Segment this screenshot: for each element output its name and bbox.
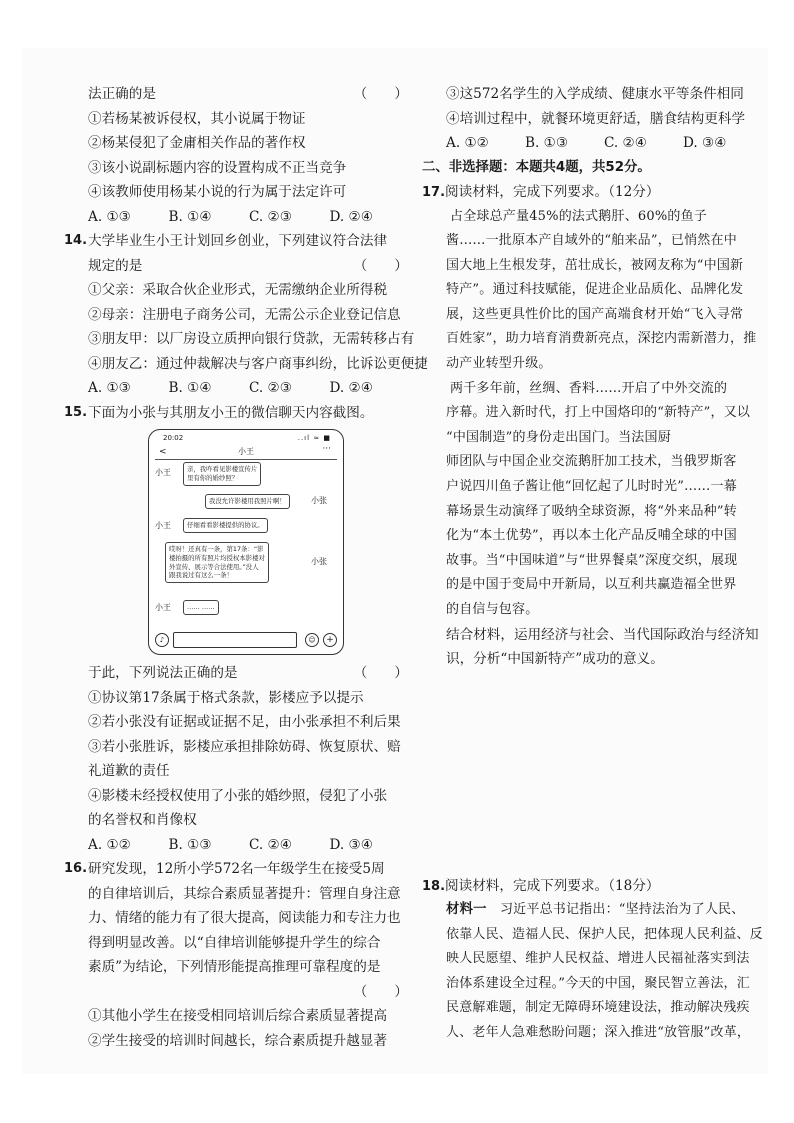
q16-option-c[interactable]: C. ②④ <box>604 135 647 151</box>
q14-stem-text-2: 规定的是 <box>88 257 143 274</box>
q18-material-line-1 <box>422 898 762 923</box>
q16-option-b[interactable]: B. ①③ <box>525 135 569 151</box>
q14-item-3: ③朋友甲：以厂房设立质押向银行贷款，无需转移占有 <box>88 331 415 347</box>
q17-para1-line-5: 展，这些更具性价比的国产高端食材开始“飞入寻常 <box>446 306 744 322</box>
speaker-wang-3: 小王 <box>155 603 171 612</box>
q15-number: 15. <box>64 404 88 420</box>
q15-option-c[interactable]: C. ②④ <box>249 836 292 853</box>
q15-item-4-cont: 的名誉权和肖像权 <box>88 812 197 828</box>
q13-item-1: ①若杨某被诉侵权，其小说属于物证 <box>88 110 306 127</box>
chat-bubble-4-line-3: 外宣传、展示等合法使用。”没人 <box>169 562 259 571</box>
q18-material-line-4: 治体系建设全过程。”今天的中国，聚民智立善法，汇 <box>446 975 750 991</box>
q16-paren-line <box>88 980 410 1005</box>
q16-stem-line-2: 的自律培训后，其综合素质显著提升：管理自身注意 <box>88 885 401 902</box>
q16-option-a[interactable]: A. ①② <box>446 135 489 151</box>
q17-para1-line-4: 特产”。通过科技赋能，促进企业品质化、品牌化发 <box>446 282 744 298</box>
q15-item-3: ③若小张胜诉，影楼应承担排除妨碍、恢复原状、赔 <box>88 738 401 755</box>
q14-stem-text-1: 大学毕业生小王计划回乡创业，下列建议符合法律 <box>88 233 388 249</box>
q17-para2-line-7: 化为“本土优势”，再以本土化产品反哺全球的中国 <box>446 528 737 544</box>
q13-option-c[interactable]: C. ②③ <box>249 208 292 225</box>
q17-number: 17. <box>422 185 446 200</box>
q17-para1-line-6: 百姓家”，助力培育消费新亮点，深挖内需新潜力，推 <box>446 331 757 347</box>
q17-para1-line-3: 国大地上生根发芽，茁壮成长，被网友称为“中国新 <box>446 257 744 273</box>
back-icon: < <box>159 447 167 457</box>
q14-item-1: ①父亲：采取合伙企业形式，无需缴纳企业所得税 <box>88 282 388 298</box>
q14-options <box>88 376 410 401</box>
emoji-icon[interactable]: ☺ <box>305 633 319 647</box>
chat-bubble-4-line-4: 跟我说过有这么一条！ <box>169 571 233 580</box>
q17-para1-line-7: 动产业转型升级。 <box>446 356 552 372</box>
q13-option-d[interactable]: D. ②④ <box>329 208 373 225</box>
q17-para2-line-10: 的自信与包容。 <box>446 602 539 617</box>
more-icon: ··· <box>322 444 331 454</box>
q16-options <box>422 131 762 156</box>
section-2-heading: 二、非选择题：本题共4题，共52分。 <box>422 159 651 175</box>
q15-stem-tail <box>88 661 410 686</box>
q15-option-a[interactable]: A. ①② <box>88 836 131 853</box>
q18-material-label: 材料一 <box>446 902 487 918</box>
q16-item-2: ②学生接受的培训时间越长，综合素质提升越显著 <box>88 1032 388 1049</box>
q16-stem-line-1 <box>64 857 410 882</box>
q16-stem-text-1: 研究发现，12所小学572名一年级学生在接受5周 <box>88 861 385 877</box>
q16-stem-line-5: 素质”为结论，下列情形能提高推理可靠程度的是 <box>88 959 381 975</box>
signal-battery-icon: ..ıl ≈ ■ <box>297 434 331 442</box>
q17-para2-line-3: “中国制造”的身份走出国门。当法国厨 <box>446 429 671 445</box>
q17-para2-line-9: 的是中国于变局中开新局，以互利共赢造福全世界 <box>446 577 737 593</box>
chat-bubble-4 <box>165 542 269 583</box>
speaker-wang-2: 小王 <box>155 521 171 530</box>
chat-header-divider <box>155 459 337 460</box>
chat-input-field[interactable] <box>173 632 297 648</box>
q14-paren: （ ） <box>353 257 408 274</box>
q18-number: 18. <box>422 878 446 894</box>
q16-number: 16. <box>64 861 88 876</box>
chat-bubble-1-line-1: 亲，我咋看见影楼宣传片 <box>187 465 258 473</box>
q14-option-c[interactable]: C. ②③ <box>249 380 292 396</box>
q15-item-3-cont: 礼道歉的责任 <box>88 763 170 779</box>
q14-number: 14. <box>64 233 88 248</box>
q14-option-d[interactable]: D. ②④ <box>329 380 373 396</box>
q15-stem-text: 下面为小张与其朋友小王的微信聊天内容截图。 <box>88 404 374 421</box>
q13-option-a[interactable]: A. ①③ <box>88 208 131 225</box>
q15-item-1: ①协议第17条属于格式条款，影楼应予以提示 <box>88 689 364 706</box>
chat-bubble-1-line-2: 里有你的婚纱照？ <box>187 473 239 482</box>
q15-options <box>88 833 410 858</box>
q16-stem-line-4: 得到明显改善。以“自律培训能够提升学生的综合 <box>88 934 381 951</box>
q14-item-2: ②母亲：注册电子商务公司，无需公示企业登记信息 <box>88 306 401 323</box>
right-column <box>422 82 762 1046</box>
chat-bubble-2: 我没允许影楼用我照片啊！ <box>205 494 290 509</box>
q18-title-text: 阅读材料，完成下列要求。（18分） <box>445 877 660 894</box>
chat-bubble-4-line-2: 楼拍摄的所有照片均授权本影楼对 <box>169 553 265 562</box>
wechat-screenshot <box>148 429 344 655</box>
plus-icon[interactable]: + <box>323 633 337 647</box>
q17-para2-line-6: 幕场景生动演绎了吸纳全球资源，将“外来品种”转 <box>446 503 737 519</box>
q14-option-a[interactable]: A. ①③ <box>88 380 131 396</box>
q17-requirement-line-1: 结合材料，运用经济与社会、当代国际政治与经济知 <box>446 626 759 643</box>
q17-para2-line-8: 故事。当“中国味道”与“世界餐桌”深度交织，展现 <box>446 552 738 568</box>
q17-title <box>422 180 762 205</box>
q13-item-3: ③该小说副标题内容的设置构成不正当竞争 <box>88 159 347 176</box>
q17-para2-line-4: 师团队与中国企业交流鹅肝加工技术，当俄罗斯客 <box>446 454 737 470</box>
q15-item-4: ④影楼未经授权使用了小张的婚纱照，侵犯了小张 <box>88 787 388 804</box>
q14-option-b[interactable]: B. ①④ <box>168 380 212 396</box>
q15-option-b[interactable]: B. ①③ <box>168 836 212 853</box>
q15-paren: （ ） <box>353 665 408 681</box>
q16-option-d[interactable]: D. ③④ <box>683 135 727 151</box>
speaker-wang-1: 小王 <box>155 468 171 477</box>
q15-stem <box>64 401 410 426</box>
q18-material-text-1: 习近平总书记指出：“坚持法治为了人民、 <box>499 902 745 918</box>
q15-option-d[interactable]: D. ③④ <box>329 836 373 853</box>
q13-option-b[interactable]: B. ①④ <box>168 208 212 225</box>
chat-bubble-5: …… …… <box>183 600 219 615</box>
q18-material-line-2: 依靠人民、造福人民、保护人民，把体现人民利益、反 <box>446 926 763 942</box>
q16-item-4: ④培训过程中，就餐环境更舒适，膳食结构更科学 <box>446 110 746 127</box>
q18-material-line-6: 人、老年人急难愁盼问题；深入推进“放管服”改革， <box>446 1025 751 1041</box>
q17-requirement-line-2: 识，分析“中国新特产”成功的意义。 <box>446 651 664 668</box>
chat-bubble-4-line-1: 哎呀！还真有一条，第17条：“影 <box>169 545 264 553</box>
q15-stem-tail-text: 于此，下列说法正确的是 <box>88 665 238 681</box>
q17-para1-line-2: 酱……一批原本产自域外的“舶来品”，已悄然在中 <box>446 233 737 249</box>
q18-title <box>422 874 762 899</box>
answer-space <box>422 672 762 874</box>
q13-stem-text: 法正确的是 <box>88 86 156 102</box>
q18-material-line-3: 映人民愿望、维护人民权益、增进人民福祉落实到法 <box>446 951 750 967</box>
chat-title: 小王 <box>238 447 254 456</box>
speaker-zhang-1: 小张 <box>311 496 327 505</box>
q17-para2-line-5: 户说四川鱼子酱让他“回忆起了儿时时光”……一幕 <box>446 479 737 495</box>
q13-options <box>88 205 410 230</box>
q13-item-4: ④该教师使用杨某小说的行为属于法定许可 <box>88 184 347 200</box>
voice-icon[interactable]: ♪ <box>155 633 169 647</box>
q17-title-text: 阅读材料，完成下列要求。（12分） <box>445 184 660 200</box>
q14-stem-line-2 <box>88 254 410 279</box>
q16-paren: （ ） <box>353 983 408 1000</box>
q16-stem-line-3: 力、情绪的能力有了很大提高，阅读能力和专注力也 <box>88 910 401 926</box>
q13-stem <box>88 82 410 107</box>
left-column <box>64 82 428 1053</box>
q16-item-3: ③这572名学生的入学成绩、健康水平等条件相同 <box>446 86 744 102</box>
chat-bubble-1 <box>183 462 261 486</box>
q17-para2-line-1: 两千多年前，丝绸、香料……开启了中外交流的 <box>450 380 728 396</box>
q18-material-line-5: 民意解难题，制定无障碍环境建设法，推动解决残疾 <box>446 1000 750 1016</box>
q16-item-1: ①其他小学生在接受相同培训后综合素质显著提高 <box>88 1008 388 1024</box>
q14-item-4: ④朋友乙：通过仲裁解决与客户商事纠纷，比诉讼更便捷 <box>88 355 428 372</box>
q13-item-2: ②杨某侵犯了金庸相关作品的著作权 <box>88 135 306 151</box>
speaker-zhang-2: 小张 <box>311 557 327 566</box>
q13-paren: （ ） <box>353 86 408 102</box>
chat-input-bar <box>155 632 337 648</box>
q17-para2-line-2: 序幕。进入新时代，打上中国烙印的“新特产”，又以 <box>446 405 751 421</box>
phone-time: 20:02 <box>163 434 184 442</box>
q14-stem-line-1 <box>64 229 410 254</box>
q15-item-2: ②若小张没有证据或证据不足，由小张承担不利后果 <box>88 714 401 730</box>
q17-para1-line-1: 占全球总产量45%的法式鹅肝、60%的鱼子 <box>450 208 707 224</box>
chat-bubble-3: 仔细看看影楼提供的协议。 <box>183 518 268 533</box>
